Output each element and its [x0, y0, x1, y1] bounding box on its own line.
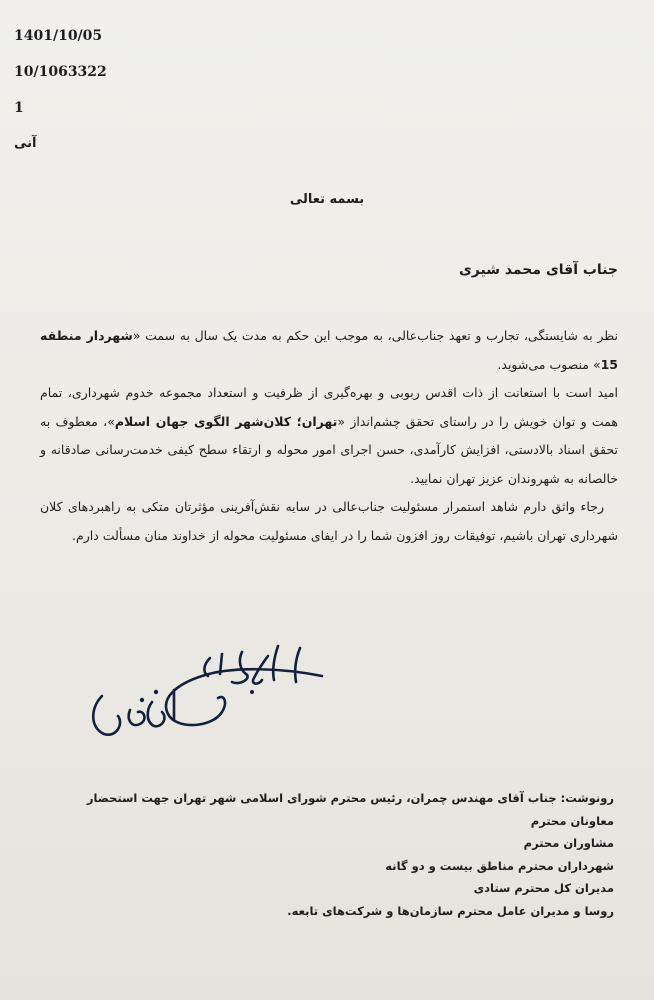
letter-priority: آنی [14, 136, 37, 151]
paragraph-text: امید است با استعانت از ذات اقدس ربوبی و بهره‌گیری از ظرفیت و استعداد مجموعه خدوم شهرداری، تمام همت و توان خویش را در راستای تحقق چشم‌انداز « [40, 385, 618, 429]
appointment-title: شهردار منطقه 15 [40, 328, 618, 372]
copy-recipients [54, 787, 614, 922]
cc-line: مدیران کل محترم ستادی [473, 881, 614, 895]
cc-line: مشاوران محترم [523, 836, 614, 850]
letter-number: 10/1063322 [14, 64, 107, 80]
cc-line: رونوشت: جناب آقای مهندس چمران، رئیس محترم شورای اسلامی شهر تهران جهت استحضار [86, 791, 614, 805]
addressee: جناب آقای محمد شیری [458, 262, 618, 278]
cc-line: روسا و مدیران عامل محترم سازمان‌ها و شرکت‌های تابعه. [287, 903, 614, 918]
paragraph-text: » منصوب می‌شوید. [497, 356, 601, 372]
letter-date: 1401/10/05 [14, 28, 103, 44]
basmala-heading: بسمه تعالی [289, 192, 365, 207]
paragraph-text: نظر به شایستگی، تجارب و تعهد جناب‌عالی، به موجب این حکم به مدت یک سال به سمت « [132, 328, 618, 343]
cc-line: شهرداران محترم مناطق بیست و دو گانه [385, 858, 614, 873]
paragraph-expectations [40, 379, 618, 493]
vision-slogan: تهران؛ کلان‌شهر الگوی جهان اسلام [114, 413, 338, 429]
signature [82, 628, 342, 758]
letter-body [40, 322, 618, 550]
cc-line: معاونان محترم [530, 813, 614, 828]
letter-attachments: 1 [14, 100, 24, 116]
paragraph-text: »، معطوف به تحقق اسناد بالادستی، افزایش کارآمدی، حسن اجرای امور محوله و ارتقاء سطح کیفی خدمت‌رسانی صادقانه و خالصانه به شهروندان عزیز تهران نمایید. [40, 413, 618, 486]
letter-meta [14, 18, 107, 162]
paragraph-appointment [40, 322, 618, 379]
paragraph-closing: رجاء واثق دارم شاهد استمرار مسئولیت جناب‌عالی در سایه نقش‌آفرینی مؤثرتان متکی به راهبردهای کلان شهرداری تهران باشیم، توفیقات روز افزون شما را در ایفای مسئولیت محوله از خداوند منان مسألت دارم. [40, 499, 618, 543]
